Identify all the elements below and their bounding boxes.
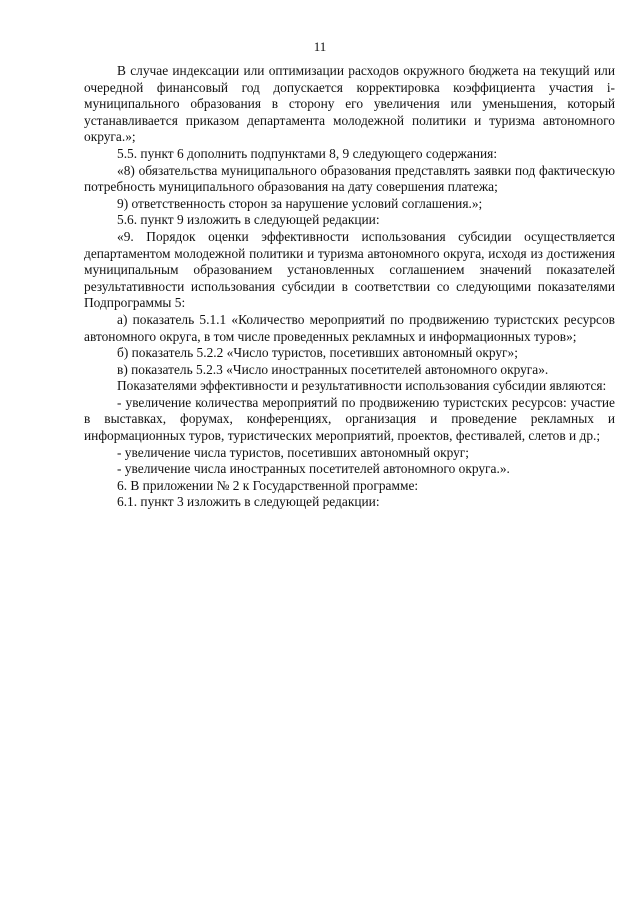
paragraph-bullet-foreign-visitors: - увеличение числа иностранных посетителей автономного округа.».: [117, 461, 510, 477]
paragraph-6: 6. В приложении № 2 к Государственной программе:: [117, 477, 419, 493]
paragraph-bullet-events: - увеличение количества мероприятий по продвижению туристских ресурсов: участие в выставках, форумах, конференциях, организация и проведение рекламных и информационных туров, туристических мероприятий, проектов, фестивалей, слетов и др.;: [84, 394, 615, 444]
document-body: [84, 63, 615, 511]
paragraph-item-9: 9) ответственность сторон за нарушение условий соглашения.»;: [117, 195, 483, 211]
paragraph-6-1: 6.1. пункт 3 изложить в следующей редакции:: [117, 494, 380, 510]
paragraph-indicators-intro: Показателями эффективности и результативности использования субсидии являются:: [117, 378, 607, 394]
paragraph-5-5: 5.5. пункт 6 дополнить подпунктами 8, 9 следующего содержания:: [117, 145, 498, 161]
page-number: 11: [313, 39, 327, 54]
paragraph-item-8: «8) обязательства муниципального образования представлять заявки под фактическую потребность муниципального образования на дату совершения платежа;: [84, 162, 615, 195]
paragraph-point-9: «9. Порядок оценки эффективности использования субсидии осуществляется департаментом молодежной политики и туризма автономного округа, исходя из достижения муниципальным образованием установленных соглашением значений показателей результативности использования субсидии в соответствии со следующими показателями Подпрограммы 5:: [84, 228, 615, 311]
paragraph-indicator-a: а) показатель 5.1.1 «Количество мероприятий по продвижению туристских ресурсов автономного округа, в том числе проведенных рекламных и информационных туров»;: [84, 311, 615, 344]
paragraph-budget-indexation: В случае индексации или оптимизации расходов окружного бюджета на текущий или очередной финансовый год допускается корректировка коэффициента участия i-муниципального образования в сторону его увеличения или уменьшения, который устанавливается приказом департамента молодежной политики и туризма автономного округа.»;: [84, 63, 615, 145]
paragraph-bullet-tourists: - увеличение числа туристов, посетивших автономный округ;: [117, 444, 470, 460]
paragraph-5-6: 5.6. пункт 9 изложить в следующей редакции:: [117, 212, 380, 228]
paragraph-indicator-c: в) показатель 5.2.3 «Число иностранных посетителей автономного округа».: [117, 361, 549, 377]
paragraph-indicator-b: б) показатель 5.2.2 «Число туристов, посетивших автономный округ»;: [117, 345, 518, 361]
